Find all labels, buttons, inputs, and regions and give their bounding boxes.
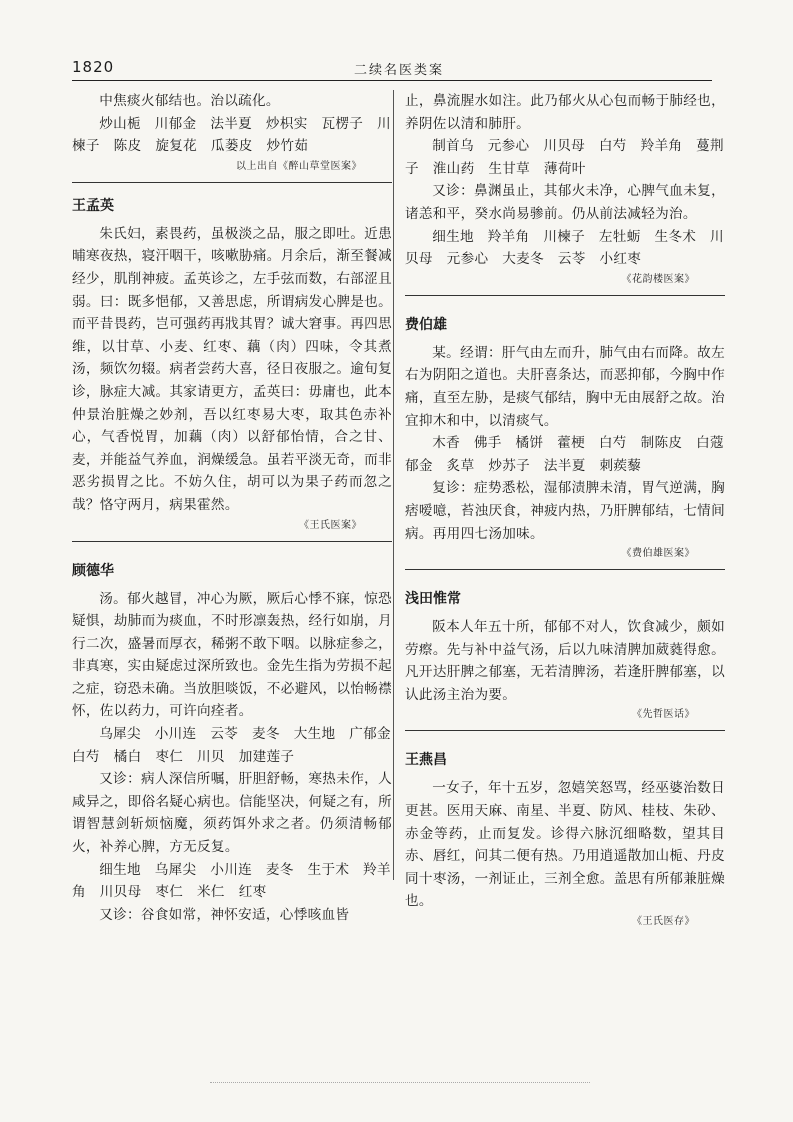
prescription-herbs: 木香 佛手 橘饼 藿梗 白芍 制陈皮 白蔻 郁金 炙草 炒苏子 法半夏 刺蒺藜 — [405, 435, 738, 474]
case-author-heading: 王孟英 — [72, 197, 114, 214]
scan-artifact-line — [210, 1082, 590, 1083]
section-divider — [405, 569, 725, 570]
case-text: 复诊：症势悉松，湿郁渍脾未清，胃气逆满，胸痞嗳噫，苔浊厌食，神疲内热，乃肝脾郁结，七情间病。再用四七汤加味。 — [405, 480, 725, 542]
case-author-heading: 浅田惟常 — [405, 591, 461, 608]
prescription-herbs: 制首乌 元参心 川贝母 白芍 羚羊角 蔓荆子 淮山药 生甘草 薄荷叶 — [405, 138, 724, 177]
source-citation: 《王氏医存》 — [632, 916, 695, 928]
case-text: 又诊：病人深信所嘱，肝胆舒畅，寒热未作，人咸异之，即俗名疑心病也。信能坚决，何疑之有，所谓智慧剑斩烦恼魔，须药饵外求之者。仍须清畅郁火，补养心脾，方无反复。 — [72, 771, 392, 856]
prescription-herbs: 细生地 乌犀尖 小川连 麦冬 生于术 羚羊角 川贝母 枣仁 米仁 红枣 — [72, 861, 391, 901]
source-citation: 以上出自《醉山草堂医案》 — [236, 160, 362, 172]
case-text: 止，鼻流腥水如注。此乃郁火从心包而畅于肺经也，养阴佐以清和肺肝。 — [405, 93, 725, 132]
case-text: 又诊：鼻渊虽止，其郁火未净，心脾气血未复，诸恙和平，癸水尚易骖前。仍从前法减轻为治。 — [405, 183, 725, 222]
section-divider — [405, 730, 725, 731]
prescription-herbs: 炒山栀 川郁金 法半夏 炒枳实 瓦楞子 川楝子 陈皮 旋复花 瓜蒌皮 炒竹茹 — [72, 115, 391, 155]
case-text: 阪本人年五十所，郁郁不对人，饮食减少，颇如劳瘵。先与补中益气汤，后以九味清脾加葳蕤得愈。凡开达肝脾之郁塞，无若清脾汤，若逢肝脾郁塞，以认此汤主治为要。 — [405, 619, 725, 703]
running-title: 二续名医类案 — [354, 63, 445, 78]
left-column — [72, 90, 405, 926]
case-text: 又诊：谷食如常，神怀安适，心悸咳血皆 — [99, 906, 350, 923]
case-author-heading: 费伯雄 — [405, 316, 447, 333]
source-citation: 《先哲医话》 — [632, 709, 695, 721]
section-divider — [72, 541, 392, 542]
section-divider — [72, 182, 392, 183]
page-header — [72, 58, 712, 81]
page-number: 1820 — [72, 58, 115, 76]
case-author-heading: 王燕昌 — [405, 752, 447, 769]
source-citation: 《王氏医案》 — [299, 519, 362, 531]
source-citation: 《花韵楼医案》 — [621, 273, 695, 285]
case-text: 某。经谓：肝气由左而升，肺气由右而降。故左右为阴阳之道也。夫肝喜条达，而恶抑郁，今胸中作痛，直至左胁，是痰气郁结，胸中无由展舒之故。治宜抑木和中，以清痰气。 — [405, 344, 725, 429]
case-text: 一女子，年十五岁，忽嬉笑怒骂，经巫婆治数日更甚。医用天麻、南星、半夏、防风、桂枝、朱砂、赤金等药，止而复发。诊得六脉沉细略数，望其目赤、唇红，问其二便有热。乃用逍遥散加山栀、丹皮同十枣汤，一剂证止，三剂全愈。盖思有所郁兼脏燥也。 — [405, 780, 725, 910]
case-text: 朱氏妇，素畏药，虽极淡之品，服之即吐。近患晡寒夜热，寝汗咽干，咳嗽胁痛。月余后，渐至餐减经少，肌削神疲。孟英诊之，左手弦而数，右部涩且弱。曰：既多悒郁，又善思虑，所谓病发心脾是也。而平昔畏药，岂可强药再戕其胃？诚大窘事。再四思维，以甘草、小麦、红枣、藕（肉）四味，令其煮汤，频饮勿辍。病者尝药大喜，径日夜服之。逾旬复诊，脉症大减。其家请更方，孟英曰：毋庸也，此本仲景治脏燥之妙剂，吾以红枣易大枣，取其色赤补心，气香悦胃，加藕（肉）以舒郁怡情，合之甘、麦，并能益气养血，润燥缓急。虽若平淡无奇，而非恶劣损胃之比。不妨久住，胡可以为果子药而忽之哉？恪守两月，病果霍然。 — [72, 225, 392, 513]
source-citation: 《费伯雄医案》 — [621, 548, 695, 560]
case-continuation-text: 中焦痰火郁结也。治以疏化。 — [99, 93, 280, 109]
case-author-heading: 顾德华 — [72, 562, 114, 579]
section-divider — [405, 295, 725, 296]
prescription-herbs: 乌犀尖 小川连 云苓 麦冬 大生地 广郁金 白芍 橘白 枣仁 川贝 加建莲子 — [72, 726, 405, 765]
case-text: 汤。郁火越冒，冲心为厥，厥后心悸不寐，惊恐疑惧，劫肺而为痰血，不时形凛轰热，经行如崩，月行二次，盛暑而厚衣，稀粥不敢下咽。以脉症参之，非真寒，实由疑虑过深所致也。金先生指为劳损不起之症，窃恐未确。当放胆啖饭，不必避风，以怡畅襟怀，佐以药力，可许向痊者。 — [72, 590, 392, 720]
column-divider — [393, 90, 394, 880]
right-column — [405, 90, 738, 931]
prescription-herbs: 细生地 羚羊角 川楝子 左牡蛎 生冬术 川贝母 元参心 大麦冬 云苓 小红枣 — [405, 228, 724, 268]
